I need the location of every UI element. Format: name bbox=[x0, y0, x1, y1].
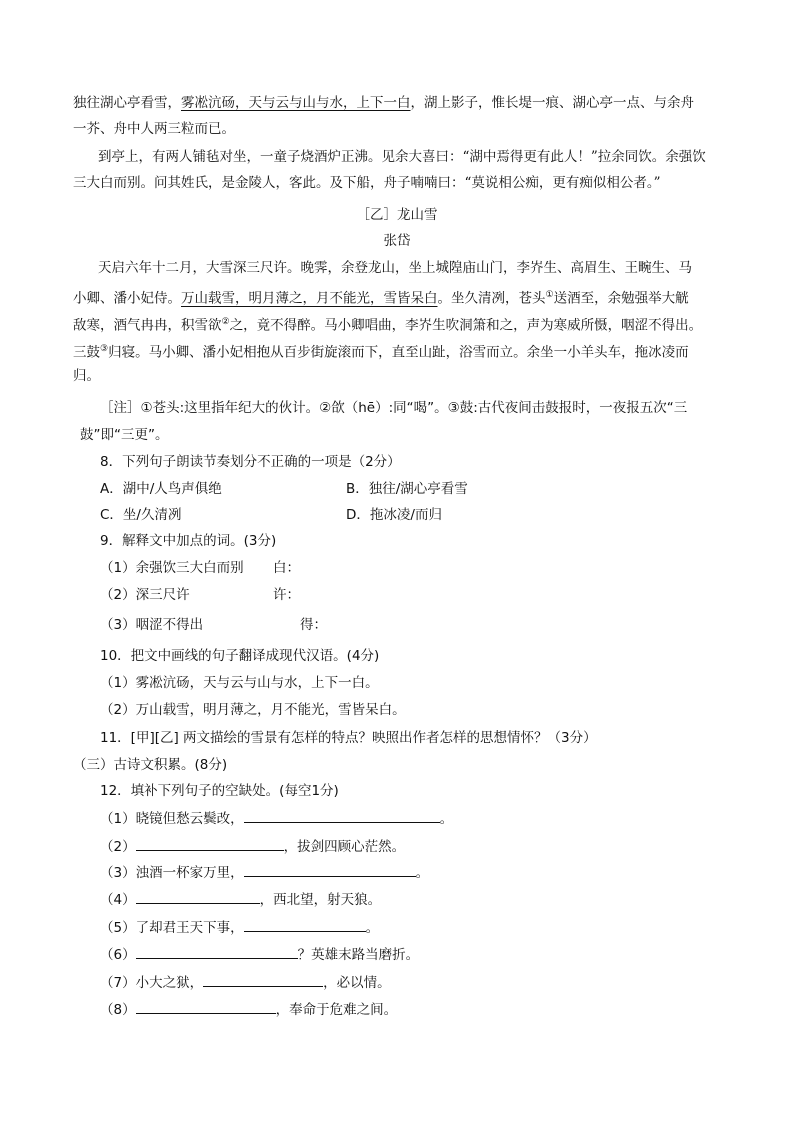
item-text: （1）余强饮三大白而别 bbox=[100, 560, 244, 576]
yi-title-text: ［乙］龙山雪 bbox=[356, 207, 438, 223]
notes-line-1 bbox=[100, 397, 687, 419]
jia-line-1 bbox=[73, 92, 694, 114]
jia-line-4 bbox=[73, 172, 661, 194]
answer-blank[interactable] bbox=[136, 999, 276, 1014]
item-text: 。 bbox=[439, 811, 454, 827]
option-text: B．独往/湖心亭看雪 bbox=[346, 481, 468, 497]
answer-blank[interactable] bbox=[244, 808, 440, 823]
item-text: （7）小大之狱， bbox=[100, 975, 204, 991]
item-text: （8） bbox=[100, 1002, 136, 1018]
q8-option-c bbox=[100, 504, 181, 526]
jia-text: ，湖上影子，惟长堤一痕、湖心亭一点、与余舟 bbox=[410, 95, 694, 111]
q10-item-2 bbox=[100, 699, 406, 721]
answer-blank[interactable] bbox=[244, 862, 416, 877]
question-text: 8．下列句子朗读节奏划分不正确的一项是（2分） bbox=[100, 454, 401, 470]
yi-text: 。坐久清冽，苍头 bbox=[437, 290, 546, 307]
question-text: 12．填补下列句子的空缺处。(每空1分) bbox=[100, 783, 339, 799]
word-text: 得： bbox=[300, 617, 327, 633]
q8-stem bbox=[100, 451, 401, 473]
underlined-sentence-2: 万山载雪，明月薄之，月不能光，雪皆呆白 bbox=[181, 290, 438, 307]
yi-text: 之，竟不得醉。马小卿唱曲，李岕生吹洞箫和之，声为寒威所慑，咽涩不得出。 bbox=[229, 317, 703, 334]
yi-text: 小卿、潘小妃侍。 bbox=[73, 290, 181, 307]
answer-blank[interactable] bbox=[203, 972, 323, 987]
jia-line-3 bbox=[98, 146, 706, 168]
answer-blank[interactable] bbox=[136, 944, 298, 959]
q11-stem bbox=[100, 727, 597, 749]
jia-text: 一芥、舟中人两三粒而已。 bbox=[73, 121, 235, 137]
q9-item-2 bbox=[100, 584, 190, 606]
q9-word-3 bbox=[300, 614, 327, 636]
option-text: C．坐/久清冽 bbox=[100, 507, 182, 523]
notes-line-2 bbox=[80, 424, 168, 446]
option-text: A．湖中/人鸟声俱绝 bbox=[100, 481, 222, 497]
yi-author bbox=[0, 230, 794, 252]
yi-text: 归寝。马小卿、潘小妃相抱从百步街旋滚而下，直至山趾，浴雪而立。余坐一小羊头车，拖冰凌而 bbox=[108, 344, 689, 361]
word-text: 白： bbox=[273, 560, 300, 576]
yi-text: 送酒至，余勉强举大觥 bbox=[553, 290, 689, 307]
option-text: D．拖冰凌/而归 bbox=[346, 507, 442, 523]
answer-blank[interactable] bbox=[244, 917, 366, 932]
jia-text: 三大白而别。问其姓氏，是金陵人，客此。及下船，舟子喃喃曰：“莫说相公痴，更有痴似相公者。” bbox=[73, 175, 661, 191]
answer-blank[interactable] bbox=[136, 889, 260, 904]
notes-text: ［注］①苍头:这里指年纪大的伙计。②欱（hē）:同“喝”。③鼓:古代夜间击鼓报时，一夜报五次“三 bbox=[100, 400, 688, 416]
q8-option-b bbox=[346, 478, 468, 500]
q12-item-1 bbox=[100, 808, 453, 830]
q10-item-1 bbox=[100, 672, 379, 694]
yi-text: 归。 bbox=[73, 368, 100, 384]
q12-stem bbox=[100, 780, 339, 802]
q12-item-4 bbox=[100, 889, 381, 911]
answer-blank[interactable] bbox=[136, 836, 284, 851]
item-text: （4） bbox=[100, 892, 136, 908]
item-text: （6） bbox=[100, 947, 136, 963]
item-text: ，必以情。 bbox=[323, 975, 391, 991]
item-text: （3）咽涩不得出 bbox=[100, 617, 204, 633]
jia-line-2 bbox=[73, 118, 235, 140]
section-title-text: （三）古诗文积累。(8分) bbox=[73, 757, 228, 773]
item-text: （1）雾凇沆砀，天与云与山与水，上下一白。 bbox=[100, 675, 379, 691]
item-text: ，西北望，射天狼。 bbox=[259, 892, 382, 908]
footnote-marker: ③ bbox=[100, 344, 109, 354]
q12-item-8 bbox=[100, 999, 397, 1021]
q12-item-6 bbox=[100, 944, 419, 966]
q9-word-2 bbox=[273, 584, 300, 606]
q12-item-2 bbox=[100, 836, 405, 858]
word-text: 许： bbox=[273, 587, 300, 603]
item-text: （1）晓镜但愁云鬓改， bbox=[100, 811, 244, 827]
underlined-sentence-1: 雾凇沆砀，天与云与山与水，上下一白 bbox=[181, 95, 411, 111]
q8-option-d bbox=[346, 504, 442, 526]
footnote-marker: ① bbox=[545, 290, 554, 300]
footnote-marker: ② bbox=[221, 317, 230, 327]
section-3-title bbox=[73, 754, 227, 776]
q9-stem bbox=[100, 530, 276, 552]
q12-item-5 bbox=[100, 917, 379, 939]
yi-line-5 bbox=[73, 365, 100, 387]
yi-line-4 bbox=[73, 338, 689, 364]
item-text: （2）深三尺许 bbox=[100, 587, 190, 603]
jia-text: 到亭上，有两人铺毡对坐，一童子烧酒炉正沸。见余大喜曰：“湖中焉得更有此人！”拉余同饮。余强饮 bbox=[98, 149, 706, 165]
item-text: （2）万山载雪，明月薄之，月不能光，雪皆呆白。 bbox=[100, 702, 406, 718]
item-text: （2） bbox=[100, 839, 136, 855]
yi-text: 三鼓 bbox=[73, 344, 100, 361]
q12-item-7 bbox=[100, 972, 391, 994]
question-text: 9．解释文中加点的词。(3分) bbox=[100, 533, 277, 549]
item-text: ，奉命于危难之间。 bbox=[275, 1002, 398, 1018]
item-text: 。 bbox=[415, 865, 430, 881]
yi-author-text: 张岱 bbox=[383, 233, 411, 249]
q10-stem bbox=[100, 645, 379, 667]
item-text: ？英雄末路当磨折。 bbox=[297, 947, 420, 963]
notes-text: 鼓”即“三更”。 bbox=[80, 427, 169, 443]
q9-item-3 bbox=[100, 614, 203, 636]
jia-text: 独往湖心亭看雪， bbox=[73, 95, 181, 111]
yi-text: 敌寒，酒气冉冉，积雪欲 bbox=[73, 317, 222, 334]
question-text: 10．把文中画线的句子翻译成现代汉语。(4分) bbox=[100, 648, 380, 664]
question-text: 11．[甲][乙] 两文描绘的雪景有怎样的特点？映照出作者怎样的思想情怀？（3分） bbox=[100, 730, 597, 746]
yi-title bbox=[0, 204, 794, 226]
item-text: （3）浊酒一杯家万里， bbox=[100, 865, 244, 881]
item-text: ，拔剑四顾心茫然。 bbox=[283, 839, 406, 855]
yi-line-2 bbox=[73, 284, 689, 310]
yi-line-1 bbox=[98, 257, 692, 279]
q9-item-1 bbox=[100, 557, 244, 579]
item-text: （5）了却君王天下事， bbox=[100, 920, 244, 936]
q9-word-1 bbox=[273, 557, 300, 579]
yi-text: 天启六年十二月，大雪深三尺许。晚霁，余登龙山，坐上城隍庙山门，李岕生、高眉生、王畹生、马 bbox=[98, 260, 692, 276]
yi-line-3 bbox=[73, 311, 702, 337]
q8-option-a bbox=[100, 478, 222, 500]
item-text: 。 bbox=[365, 920, 380, 936]
q12-item-3 bbox=[100, 862, 429, 884]
